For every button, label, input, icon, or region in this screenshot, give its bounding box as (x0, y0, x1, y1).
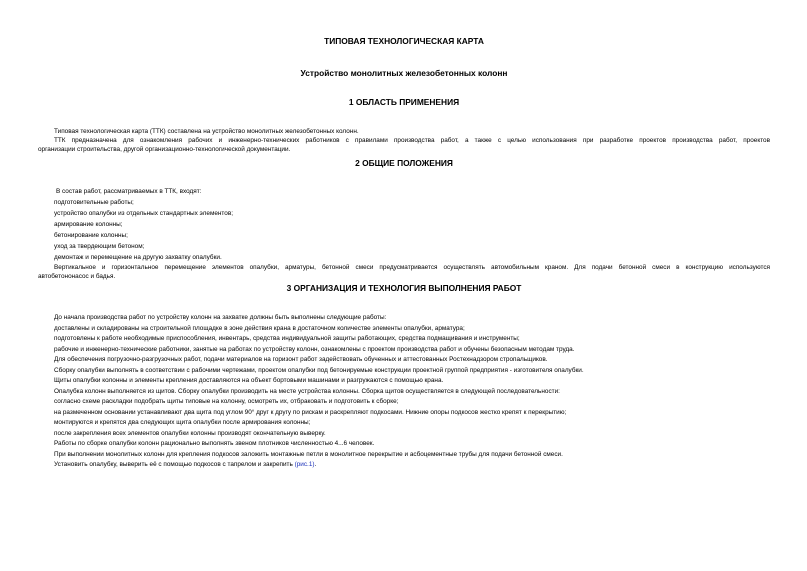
section-3-heading: 3 ОРГАНИЗАЦИЯ И ТЕХНОЛОГИЯ ВЫПОЛНЕНИЯ РАБОТ (286, 283, 522, 293)
section-3-paragraph-line: подготовлены к работе необходимые приспособления, инвентарь, средства индивидуальной защиты работающих, средства подмащивания и инструменты; (54, 335, 520, 342)
section-2-list-item: бетонирование колонны; (54, 232, 128, 239)
section-3-paragraph-line: на размеченном основании устанавливают два щита под углом 90° друг к другу по рискам и раскрепляют подкосами. Нижние опоры подкосов жестко крепят к перекрытию; (54, 409, 567, 416)
section-3-paragraph-line: Для обеспечения погрузочно-разгрузочных работ, подачи материалов на горизонт работ задействовать обученных и аттестованных Ростехнадзором стропальщиков. (54, 356, 548, 363)
sentence-end: . (314, 461, 317, 468)
section-2-paragraph-line: Вертикальное и горизонтальное перемещение элементов опалубки, арматуры, бетонной смеси предусматривается осуществлять автомобильным краном. Для подачи бетонной смеси в конструкцию используются (54, 264, 770, 271)
section-3-paragraph-line: Опалубка колонн выполняется из щитов. Сборку опалубки производить на месте устройства колонны. Сборка щитов осуществляется в следующей последовательности: (54, 388, 560, 395)
document-title: ТИПОВАЯ ТЕХНОЛОГИЧЕСКАЯ КАРТА (324, 36, 484, 46)
install-formwork-text: Установить опалубку, выверить её с помощью подкосов с тапрелом и закрепить (54, 461, 293, 468)
section-2-list-item: армирование колонны; (54, 221, 123, 228)
section-3-paragraph-line: доставлены и складированы на строительной площадке в зоне действия крана в достаточном количестве элементы опалубки, арматура; (54, 325, 465, 332)
section-3-paragraph-line: Сборку опалубки выполнять в соответствии с рабочими чертежами, проектом опалубки под бетонируемые конструкции проектной группой предприятия - изготовителя опалубки. (54, 367, 584, 374)
section-3-paragraph-line (54, 461, 316, 469)
section-3-paragraph-line: Работы по сборке опалубки колонн рационально выполнять звеном плотников численностью 4...6 человек. (54, 440, 375, 447)
section-3-paragraph-line: согласно схеме раскладки подобрать щиты типовые на колонну, осмотреть их, отбраковать и подготовить к сборке; (54, 398, 399, 405)
section-3-paragraph-line: рабочие и инженерно-технические работники, занятые на работах по устройству колонн, ознакомлены с проектом производства работ и обучены безопасным методам труда. (54, 346, 575, 353)
section-2-heading: 2 ОБЩИЕ ПОЛОЖЕНИЯ (355, 158, 453, 168)
section-3-paragraph-line: До начала производства работ по устройству колонн на захватке должны быть выполнены следующие работы: (54, 314, 387, 321)
section-2-list-item: уход за твердеющим бетоном; (54, 243, 145, 250)
section-2-list-item: демонтаж и перемещение на другую захватку опалубки. (54, 254, 222, 261)
section-2-paragraph-line: В состав работ, рассматриваемых в ТТК, входят: (56, 188, 202, 195)
section-1-paragraph-line: Типовая технологическая карта (ТТК) составлена на устройство монолитных железобетонных колонн. (54, 128, 359, 135)
section-2-list-item: устройство опалубки из отдельных стандартных элементов; (54, 210, 234, 217)
document-subtitle: Устройство монолитных железобетонных колонн (300, 68, 508, 78)
section-1-paragraph-line: организации строительства, другой организационно-технологической документации. (38, 146, 291, 153)
section-2-paragraph-line: автобетононасос и бадья. (38, 273, 116, 280)
section-1-heading: 1 ОБЛАСТЬ ПРИМЕНЕНИЯ (348, 97, 460, 107)
section-1-paragraph-line: ТТК предназначена для ознакомления рабочих и инженерно-технических работников с правилами производства работ, а также с целью использования при разработке проектов производства работ, проектов (54, 137, 770, 144)
section-2-list-item: подготовительные работы; (54, 199, 134, 206)
section-3-paragraph-line: Щиты опалубки колонны и элементы крепления доставляются на объект бортовыми машинами и разгружаются с помощью крана. (54, 377, 444, 384)
section-3-paragraph-line: монтируются и крепятся два следующих щита опалубки после армирования колонны; (54, 419, 311, 426)
section-3-paragraph-line: При выполнении монолитных колонн для крепления подкосов заложить монтажные петли в монолитное перекрытие и асбоцементные трубы для подачи бетонной смеси. (54, 451, 563, 458)
section-3-paragraph-line: после закрепления всех элементов опалубки колонны производят окончательную выверку. (54, 430, 326, 437)
figure-1-link[interactable]: (рис.1) (294, 461, 315, 468)
